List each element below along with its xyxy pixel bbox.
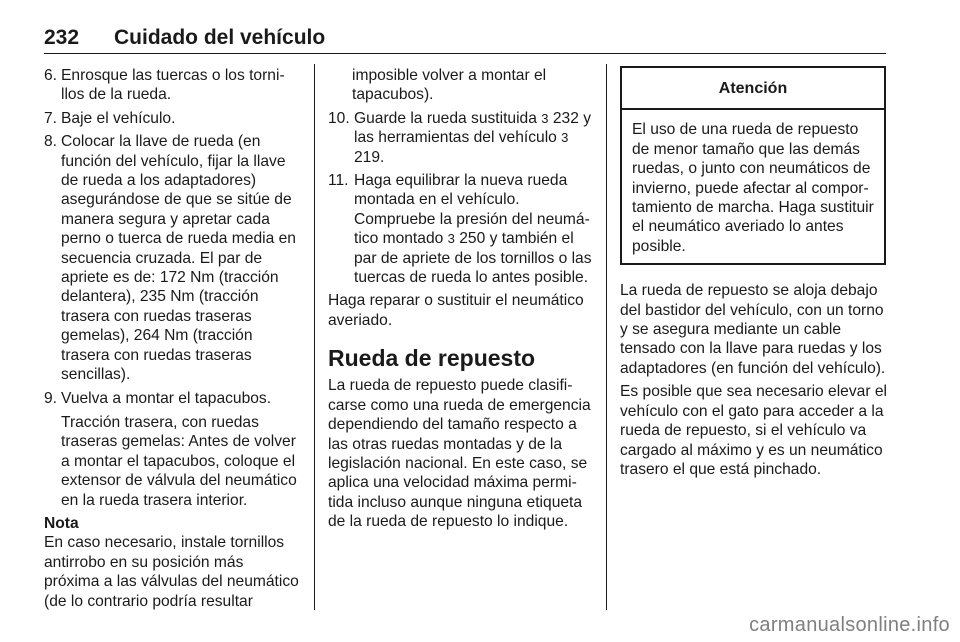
item-number: 8. [44, 133, 58, 151]
item-text: Vuelva a montar el tapacubos. [61, 389, 272, 407]
paragraph: Haga reparar o sustituir el neumático averiado. [328, 292, 584, 329]
warning-text: El uso de una rueda de repuesto de menor tamaño que las demás ruedas, o junto con neumáticos de invierno, puede afectar al comportamiento de marcha. Haga sustituir el neumático averiado lo antes posible. [632, 121, 874, 255]
continued-text: imposible volver a montar el tapacubos). [352, 67, 547, 104]
item-text: y también el par de apriete de los tornillos o las tuercas de rueda lo antes posible. [354, 230, 592, 287]
list-item-8 [44, 132, 302, 384]
item-text: Baje el vehículo. [61, 109, 176, 127]
item-text: Guarde la rueda sustituida [354, 109, 537, 127]
list-item-10 [328, 109, 594, 167]
page-number: 232 [44, 26, 80, 49]
list-item-11 [328, 171, 594, 287]
column-1 [44, 66, 302, 611]
list-item-6 [44, 66, 302, 105]
item-number: 10. [328, 109, 350, 127]
column-3 [620, 66, 888, 483]
page-title: Cuidado del vehículo [114, 26, 326, 49]
item-text: Enrosque las tuercas o los tornillos de la rueda. [61, 67, 285, 104]
item-text: Haga equilibrar la nueva rueda montada en el vehículo. [354, 172, 568, 209]
item-number: 11. [328, 172, 349, 190]
section-body: La rueda de repuesto puede clasificarse como una rueda de emergencia dependiendo del tamaño respecto a las otras ruedas montadas y de la legislación nacional. En este caso, se aplica una velocidad máxima permitida incluso aunque ninguna etiqueta de la rueda de repuesto lo indique. [328, 377, 591, 531]
page-reference-number[interactable]: 219. [354, 148, 385, 166]
list-item-9 [44, 389, 302, 510]
column-divider-1 [314, 64, 315, 610]
section-heading: Rueda de repuesto [328, 345, 536, 372]
note-text: En caso necesario, instale tornillos antirrobo en su posición más próxima a las válvulas del neumático (de lo contrario podría resultar [44, 534, 299, 610]
page-reference-triangle-icon: 3 [561, 130, 569, 146]
note-heading: Nota [44, 514, 79, 532]
header-rule [44, 53, 886, 54]
warning-box [620, 66, 886, 265]
item-text: Compruebe la presión del neumático montado [354, 210, 590, 248]
page-reference-number[interactable]: 232 [552, 109, 579, 127]
list-item-7 [44, 109, 302, 128]
item-text: y las herramientas del vehículo [354, 109, 592, 147]
page-reference-triangle-icon: 3 [541, 110, 549, 126]
page-reference-number[interactable]: 250 [459, 230, 486, 248]
item-text: Colocar la llave de rueda (en función del vehículo, fijar la llave de rueda a los adaptadores) asegurándose de que se sitúe de manera segura y apretar cada perno o tuerca de rueda media en secuencia cruzada. El par de apriete es de: 172 Nm (tracción delantera), 235 Nm (tracción trasera con ruedas traseras gemelas), 264 Nm (tracción trasera con ruedas traseras sencillas). [61, 133, 296, 384]
watermark: carmanualsonline.info [749, 614, 950, 636]
column-divider-2 [606, 64, 607, 610]
item-number: 7. [44, 109, 58, 127]
paragraph: La rueda de repuesto se aloja debajo del bastidor del vehículo, con un torno y se asegura mediante un cable tensado con la llave para ruedas y los adaptadores (en función del vehículo). [620, 282, 886, 377]
column-2 [328, 66, 594, 536]
item-subtext: Tracción trasera, con ruedas traseras gemelas: Antes de volver a montar el tapacubos, coloque el extensor de válvula del neumático en la rueda trasera interior. [61, 413, 297, 509]
paragraph: Es posible que sea necesario elevar el vehículo con el gato para acceder a la rueda de repuesto, si el vehículo va cargado al máximo y es un neumático trasero el que está pinchado. [620, 383, 887, 478]
item-number: 6. [44, 67, 58, 84]
page-reference-triangle-icon: 3 [447, 231, 455, 247]
warning-title: Atención [622, 68, 884, 110]
item-number: 9. [44, 389, 58, 407]
